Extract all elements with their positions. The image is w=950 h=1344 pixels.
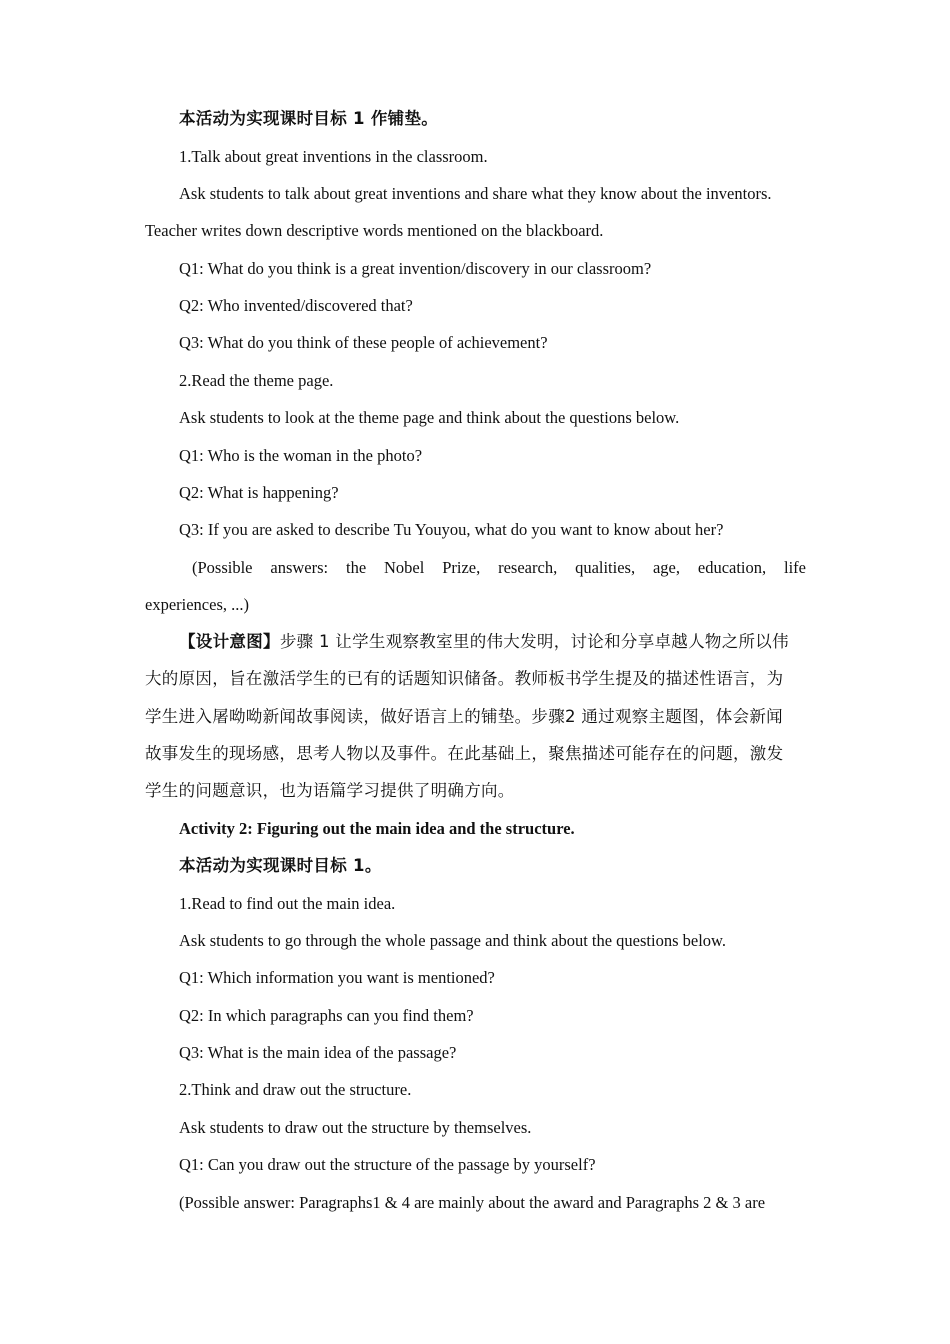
question-line: Q1: Can you draw out the structure of the passage by yourself? <box>179 1155 596 1174</box>
question-line: Q2: Who invented/discovered that? <box>179 296 413 315</box>
question-line: Q3: If you are asked to describe Tu Youyou, what do you want to know about her? <box>179 520 724 539</box>
paragraph-line: 故事发生的现场感，思考人物以及事件。在此基础上，聚焦描述可能存在的问题，激发 <box>145 744 784 763</box>
paragraph-line: Ask students to look at the theme page and think about the questions below. <box>179 408 680 427</box>
paragraph-line: Teacher writes down descriptive words mentioned on the blackboard. <box>145 221 604 240</box>
question-line: Q3: What do you think of these people of achievement? <box>179 333 548 352</box>
question-line: Q3: What is the main idea of the passage? <box>179 1043 457 1062</box>
step-heading: 2.Think and draw out the structure. <box>179 1080 412 1099</box>
paragraph-line: (Possible answer: Paragraphs1 & 4 are mainly about the award and Paragraphs 2 & 3 are <box>179 1193 766 1212</box>
activity-heading: Activity 2: Figuring out the main idea and the structure. <box>179 819 575 838</box>
activity-goal-note: 本活动为实现课时目标 1 作铺垫。 <box>179 109 439 128</box>
paragraph-line: Ask students to go through the whole passage and think about the questions below. <box>179 931 727 950</box>
design-intent-paragraph <box>179 631 815 653</box>
step-heading: 1.Read to find out the main idea. <box>179 894 396 913</box>
question-line: Q2: What is happening? <box>179 483 339 502</box>
question-line: Q2: In which paragraphs can you find them? <box>179 1006 474 1025</box>
question-line: Q1: What do you think is a great invention/discovery in our classroom? <box>179 259 652 278</box>
paragraph-line: 步骤 1 让学生观察教室里的伟大发明，讨论和分享卓越人物之所以伟 <box>279 632 789 651</box>
activity-goal-note: 本活动为实现课时目标 1。 <box>179 856 382 875</box>
paragraph-line: 学生的问题意识，也为语篇学习提供了明确方向。 <box>145 781 515 800</box>
question-line: Q1: Who is the woman in the photo? <box>179 446 423 465</box>
step-heading: 2.Read the theme page. <box>179 371 334 390</box>
question-line: Q1: Which information you want is mentioned? <box>179 968 495 987</box>
design-intent-label: 【设计意图】 <box>179 632 280 651</box>
paragraph-line: (Possible answers: the Nobel Prize, research, qualities, age, education, life <box>192 558 806 577</box>
paragraph-line: 大的原因，旨在激活学生的已有的话题知识储备。教师板书学生提及的描述性语言，为 <box>145 669 784 688</box>
paragraph-line: 学生进入屠呦呦新闻故事阅读，做好语言上的铺垫。步骤2 通过观察主题图，体会新闻 <box>145 707 783 726</box>
paragraph-line: Ask students to talk about great inventions and share what they know about the inventors. <box>179 184 772 203</box>
step-heading: 1.Talk about great inventions in the classroom. <box>179 147 488 166</box>
paragraph-line: Ask students to draw out the structure by themselves. <box>179 1118 532 1137</box>
paragraph-line: experiences, ...) <box>145 595 249 614</box>
